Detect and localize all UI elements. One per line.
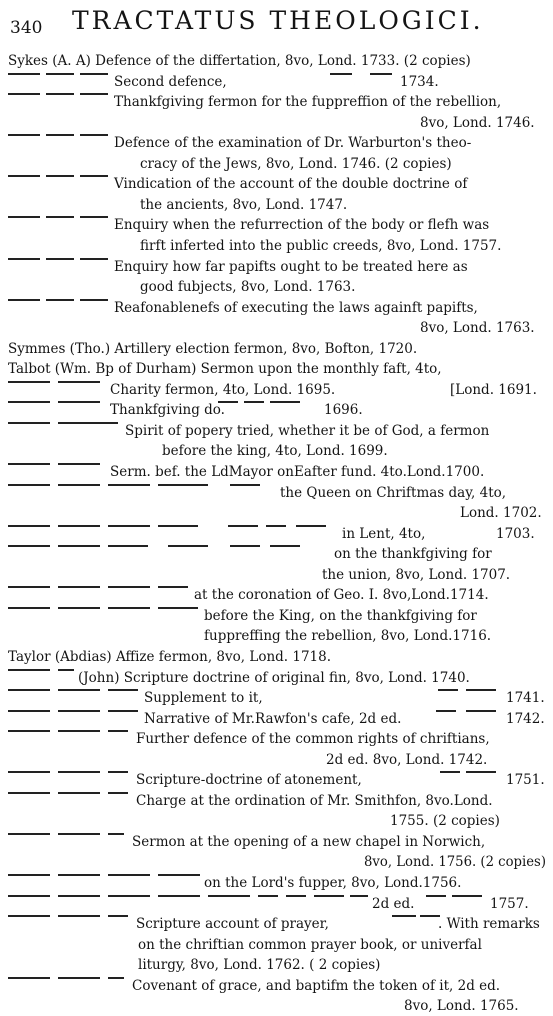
entry-text: Serm. bef. the LdMayor onEafter fund. 4to.Lond.1700.: [110, 464, 485, 480]
entry-text: cracy of the Jews, 8vo, Lond. 1746. (2 copies): [140, 155, 452, 172]
entry-text: 2d ed.: [372, 895, 415, 912]
entry-text: 1755. (2 copies): [390, 813, 500, 830]
ditto-dash: [158, 525, 198, 527]
entry-line-sykes-defence: [8, 52, 546, 71]
entry-text: the Queen on Chriftmas day, 4to,: [280, 484, 507, 501]
ditto-dash: [8, 710, 50, 712]
entry-text: Scripture-doctrine of atonement,: [136, 772, 362, 789]
ditto-dash: [266, 525, 286, 527]
ditto-dash: [108, 792, 128, 794]
ditto-dash: [296, 525, 326, 527]
ditto-dash: [108, 730, 128, 732]
ditto-dash: [314, 895, 344, 897]
ditto-dash: [436, 710, 456, 712]
ditto-dash: [8, 422, 50, 424]
entry-line-taylor-prayer-2: [8, 936, 546, 955]
ditto-dash: [46, 175, 74, 177]
entry-text: 1757.: [490, 895, 529, 912]
entry-line-sykes-thanks-2: [8, 114, 546, 133]
entry-text: 1742.: [506, 710, 545, 727]
entry-line-talbot-king-2: [8, 627, 546, 646]
ditto-dash: [58, 915, 100, 917]
entry-text: Spirit of popery tried, whether it be of God, a fermon: [125, 422, 490, 439]
entry-text: Further defence of the common rights of chriftians,: [136, 731, 490, 748]
ditto-dash: [8, 134, 40, 136]
entry-text: the ancients, 8vo, Lond. 1747.: [140, 196, 348, 213]
ditto-dash: [230, 484, 260, 486]
entry-text: Sykes (A. A) Defence of the differtation, 8vo, Lond. 1733. (2 copies): [8, 53, 471, 69]
ditto-dash: [350, 895, 368, 897]
ditto-dash: [466, 771, 496, 773]
entry-line-talbot-spirit-1: [8, 422, 546, 441]
ditto-dash: [370, 73, 392, 75]
entry-text: Symmes (Tho.) Artillery election fermon, 8vo, Bofton, 1720.: [8, 340, 418, 357]
ditto-dash: [108, 874, 150, 876]
entry-line-talbot-charity: [8, 381, 546, 400]
entry-text: Lond. 1702.: [460, 505, 542, 522]
entry-line-talbot-union-2: [8, 566, 546, 585]
ditto-dash: [108, 586, 150, 588]
ditto-dash: [80, 93, 108, 95]
entry-text: [Lond. 1691.: [450, 381, 537, 398]
ditto-dash: [158, 484, 208, 486]
entry-line-taylor-chapel-1: [8, 833, 546, 852]
ditto-dash: [58, 545, 100, 547]
entry-text: Second defence,: [114, 73, 227, 90]
ditto-dash: [46, 299, 74, 301]
ditto-dash: [58, 874, 100, 876]
ditto-dash: [392, 915, 416, 917]
entry-line-taylor-charge-1: [8, 792, 546, 811]
ditto-dash: [8, 607, 50, 609]
ditto-dash: [8, 93, 40, 95]
entry-text: liturgy, 8vo, Lond. 1762. ( 2 copies): [138, 957, 381, 974]
ditto-dash: [46, 73, 74, 75]
entry-line-sykes-reas-2: [8, 319, 546, 338]
ditto-dash: [58, 401, 100, 403]
ditto-dash: [58, 771, 100, 773]
ditto-dash: [426, 895, 446, 897]
entry-text: Charge at the ordination of Mr. Smithfon, 8vo.Lond.: [136, 792, 493, 809]
ditto-dash: [108, 895, 150, 897]
entry-line-taylor-further-1: [8, 730, 546, 749]
ditto-dash: [8, 484, 50, 486]
entry-line-taylor-prayer-1: [8, 915, 546, 934]
entry-line-talbot-king-1: [8, 607, 546, 626]
entry-text: in Lent, 4to,: [342, 525, 426, 542]
ditto-dash: [8, 689, 50, 691]
page-number: 340: [10, 18, 43, 38]
entry-line-taylor-chapel-2: [8, 853, 546, 872]
ditto-dash: [452, 895, 482, 897]
entry-text: Narrative of Mr.Rawfon's cafe, 2d ed.: [144, 710, 402, 727]
ditto-dash: [58, 792, 100, 794]
entry-line-talbot-queen-2: [8, 504, 546, 523]
ditto-dash: [8, 216, 40, 218]
ditto-dash: [8, 730, 50, 732]
entry-line-sykes-enq-2: [8, 237, 546, 256]
entry-text: Vindication of the account of the double doctrine of: [114, 176, 468, 193]
ditto-dash: [58, 669, 74, 671]
ditto-dash: [228, 525, 258, 527]
entry-text: the union, 8vo, Lond. 1707.: [322, 566, 511, 583]
entry-text: 8vo, Lond. 1756. (2 copies): [364, 854, 546, 871]
ditto-dash: [258, 895, 278, 897]
ditto-dash: [108, 977, 124, 979]
entry-line-taylor-supper: [8, 874, 546, 893]
ditto-dash: [46, 216, 74, 218]
entry-text: Enquiry when the refurrection of the body or flefh was: [114, 217, 490, 234]
entry-line-taylor-cov-2: [8, 997, 546, 1016]
entry-line-taylor-abdias: [8, 648, 546, 667]
ditto-dash: [58, 463, 100, 465]
entry-line-talbot-queen-1: [8, 484, 546, 503]
entry-line-sykes-exam-2: [8, 155, 546, 174]
entry-text: Taylor (Abdias) Affize fermon, 8vo, Lond. 1718.: [8, 648, 332, 665]
entry-text: 1734.: [400, 73, 439, 90]
ditto-dash: [420, 915, 440, 917]
entry-text: fuppreffing the rebellion, 8vo, Lond.1716.: [204, 628, 492, 645]
ditto-dash: [58, 689, 100, 691]
ditto-dash: [8, 586, 50, 588]
ditto-dash: [58, 895, 100, 897]
ditto-dash: [108, 607, 150, 609]
entry-text: Thankfgiving fermon for the fuppreffion of the rebellion,: [114, 94, 502, 111]
entry-text: 1741.: [506, 690, 545, 707]
entry-text: Defence of the examination of Dr. Warburton's theo-: [114, 135, 472, 152]
entry-text: before the King, on the thankfgiving for: [204, 607, 477, 624]
ditto-dash: [80, 175, 108, 177]
ditto-dash: [58, 710, 100, 712]
ditto-dash: [8, 258, 40, 260]
entry-text: 8vo, Lond. 1763.: [420, 320, 535, 337]
ditto-dash: [80, 258, 108, 260]
ditto-dash: [8, 895, 50, 897]
ditto-dash: [270, 545, 300, 547]
entry-line-taylor-john: [8, 669, 546, 688]
ditto-dash: [58, 381, 100, 383]
ditto-dash: [58, 484, 100, 486]
ditto-dash: [108, 915, 128, 917]
ditto-dash: [270, 401, 300, 403]
entry-line-taylor-suppl: [8, 689, 546, 708]
entry-line-talbot-lent: [8, 525, 546, 544]
entry-line-sykes-pap-2: [8, 278, 546, 297]
ditto-dash: [8, 915, 50, 917]
entry-text: Enquiry how far papifts ought to be treated here as: [114, 258, 468, 275]
entry-line-taylor-further-2: [8, 751, 546, 770]
entry-line-sykes-reas-1: [8, 299, 546, 318]
entry-text: at the coronation of Geo. I. 8vo,Lond.1714.: [194, 587, 489, 604]
entry-line-sykes-second: [8, 73, 546, 92]
entry-text: 1696.: [324, 402, 363, 419]
ditto-dash: [58, 730, 100, 732]
ditto-dash: [58, 525, 100, 527]
entry-text: good fubjects, 8vo, Lond. 1763.: [140, 279, 356, 296]
page-title: TRACTATUS THEOLOGICI.: [72, 6, 484, 35]
ditto-dash: [158, 874, 200, 876]
entry-text: Covenant of grace, and baptifm the token of it, 2d ed.: [132, 977, 501, 994]
entry-text: Thankfgiving do.: [110, 402, 225, 419]
ditto-dash: [80, 73, 108, 75]
entry-text: Scripture account of prayer,: [136, 916, 329, 933]
ditto-dash: [8, 381, 50, 383]
ditto-dash: [440, 771, 460, 773]
entry-text: 2d ed. 8vo, Lond. 1742.: [326, 751, 488, 768]
entry-text: Supplement to it,: [144, 690, 263, 707]
ditto-dash: [8, 792, 50, 794]
ditto-dash: [8, 833, 50, 835]
ditto-dash: [286, 895, 306, 897]
ditto-dash: [58, 586, 100, 588]
entry-text: on the chriftian common prayer book, or univerfal: [138, 936, 482, 953]
ditto-dash: [8, 299, 40, 301]
ditto-dash: [8, 401, 50, 403]
entry-line-talbot-union-1: [8, 545, 546, 564]
entry-line-talbot-serm-bef: [8, 463, 546, 482]
ditto-dash: [8, 73, 40, 75]
entry-line-talbot-spirit-2: [8, 442, 546, 461]
ditto-dash: [108, 771, 128, 773]
ditto-dash: [8, 771, 50, 773]
entry-line-sykes-exam-1: [8, 134, 546, 153]
entry-text: 8vo, Lond. 1765.: [404, 998, 519, 1015]
entry-line-taylor-cov-1: [8, 977, 546, 996]
ditto-dash: [80, 134, 108, 136]
entry-text: before the king, 4to, Lond. 1699.: [162, 443, 388, 460]
entry-text: firft inferted into the public creeds, 8vo, Lond. 1757.: [140, 237, 502, 254]
ditto-dash: [230, 545, 260, 547]
entry-text: (John) Scripture doctrine of original fin, 8vo, Lond. 1740.: [78, 669, 470, 686]
entry-line-sykes-thanks-1: [8, 93, 546, 112]
entry-line-taylor-aton: [8, 771, 546, 790]
entry-line-talbot-sermon: [8, 360, 546, 379]
ditto-dash: [8, 525, 50, 527]
entry-text: Talbot (Wm. Bp of Durham) Sermon upon the monthly faft, 4to,: [8, 361, 442, 378]
ditto-dash: [46, 93, 74, 95]
ditto-dash: [8, 545, 50, 547]
ditto-dash: [108, 689, 138, 691]
entry-line-symmes: [8, 340, 546, 359]
entry-text: Charity fermon, 4to, Lond. 1695.: [110, 381, 336, 398]
ditto-dash: [8, 874, 50, 876]
entry-text: on the Lord's fupper, 8vo, Lond.1756.: [204, 875, 462, 891]
ditto-dash: [108, 484, 150, 486]
entry-line-taylor-2ded: [8, 895, 546, 914]
ditto-dash: [466, 689, 496, 691]
ditto-dash: [58, 977, 100, 979]
ditto-dash: [8, 669, 50, 671]
ditto-dash: [438, 689, 458, 691]
ditto-dash: [8, 463, 50, 465]
ditto-dash: [330, 73, 352, 75]
ditto-dash: [158, 607, 198, 609]
ditto-dash: [108, 525, 150, 527]
entry-line-talbot-coron: [8, 586, 546, 605]
ditto-dash: [46, 134, 74, 136]
ditto-dash: [58, 833, 100, 835]
entry-text: 1703.: [496, 525, 535, 542]
entry-line-talbot-thanks: [8, 401, 546, 420]
entry-text: 1751.: [506, 772, 545, 789]
ditto-dash: [46, 258, 74, 260]
ditto-dash: [466, 710, 496, 712]
ditto-dash: [8, 175, 40, 177]
entry-line-sykes-enq-1: [8, 216, 546, 235]
entry-text: on the thankfgiving for: [334, 546, 492, 563]
ditto-dash: [168, 545, 208, 547]
ditto-dash: [8, 977, 50, 979]
ditto-dash: [108, 545, 148, 547]
ditto-dash: [208, 895, 250, 897]
entry-text: 8vo, Lond. 1746.: [420, 114, 535, 131]
entry-line-sykes-pap-1: [8, 258, 546, 277]
ditto-dash: [80, 216, 108, 218]
ditto-dash: [158, 586, 188, 588]
entry-text: Reafonablenefs of executing the laws againft papifts,: [114, 299, 478, 316]
ditto-dash: [244, 401, 264, 403]
ditto-dash: [80, 299, 108, 301]
entry-text: . With remarks: [438, 916, 540, 933]
entry-line-taylor-prayer-3: [8, 956, 546, 975]
ditto-dash: [108, 710, 138, 712]
entry-text: Sermon at the opening of a new chapel in Norwich,: [132, 833, 486, 850]
entry-line-sykes-vind-1: [8, 175, 546, 194]
ditto-dash: [108, 833, 124, 835]
ditto-dash: [158, 895, 200, 897]
ditto-dash: [58, 607, 100, 609]
entry-line-sykes-vind-2: [8, 196, 546, 215]
entry-line-taylor-charge-2: [8, 812, 546, 831]
entry-line-taylor-narr: [8, 710, 546, 729]
ditto-dash: [58, 422, 118, 424]
